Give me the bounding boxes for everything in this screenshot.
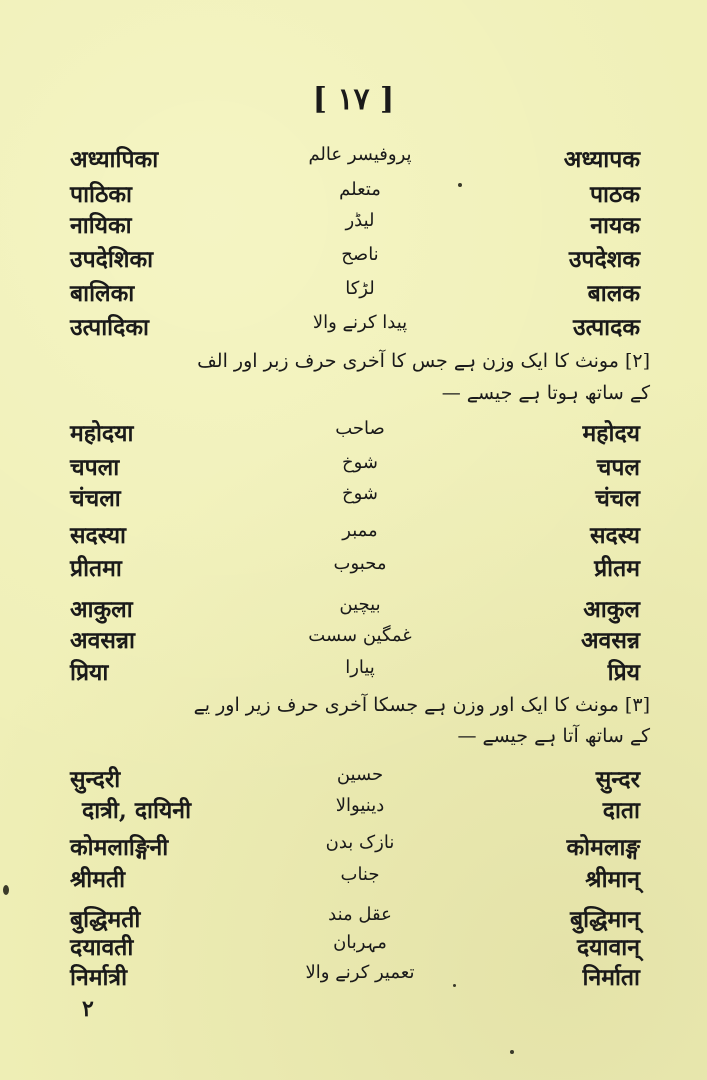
urdu-meaning: حسین [336,764,384,785]
feminine-word: अवसन्ना [70,627,135,654]
urdu-meaning: شوخ [342,483,378,504]
feminine-word: उपदेशिका [70,246,154,273]
word-pair-row [70,276,640,310]
masculine-word: प्रिय [607,659,640,686]
urdu-meaning: نازک بدن [325,832,395,853]
word-pair-row [70,793,640,827]
masculine-word: बुद्धिमान् [570,906,640,933]
feminine-word: चपला [70,454,120,481]
masculine-word: सुन्दर [595,766,640,793]
urdu-meaning: لڑکا [345,278,375,299]
masculine-word: पाठक [589,181,640,208]
urdu-meaning: بیچین [339,594,381,615]
feminine-word: अध्यापिका [70,146,159,173]
masculine-word: आकुल [583,596,640,623]
word-pair-row [70,551,640,585]
feminine-word: प्रीतमा [70,555,122,582]
word-pair-row [70,208,640,242]
masculine-word: प्रीतम [594,555,640,582]
masculine-word: उत्पादक [572,314,640,341]
feminine-word: सुन्दरी [70,766,121,793]
masculine-word: चपल [596,454,640,481]
feminine-word: पाठिका [70,181,132,208]
urdu-meaning: محبوب [333,553,387,574]
urdu-meaning: دینیوالا [335,795,385,816]
word-pair-row [70,242,640,276]
urdu-meaning: پروفیسر عالم [308,144,412,165]
feminine-word: उत्पादिका [70,314,149,341]
masculine-word: कोमलाङ्ग [566,834,640,861]
word-pair-row [70,623,640,657]
word-pair-row [70,310,640,344]
urdu-meaning: مہربان [333,932,387,953]
word-pair-row [70,177,640,211]
urdu-meaning: صاحب [335,418,385,439]
masculine-word: अवसन्न [580,627,640,654]
masculine-word: महोदय [582,420,640,447]
word-pair-row [70,481,640,515]
urdu-meaning: متعلم [339,179,381,200]
feminine-word: महोदया [70,420,134,447]
masculine-word: दयावान् [576,934,640,961]
urdu-meaning: عقل مند [328,904,392,925]
masculine-word: चंचल [595,485,640,512]
urdu-meaning: غمگین سست [308,625,412,646]
feminine-word: बुद्धिमती [70,906,141,933]
masculine-word: निर्माता [582,964,640,991]
urdu-meaning: پیارا [345,657,375,678]
masculine-word: नायक [590,212,640,239]
word-pair-row [70,830,640,864]
feminine-word: कोमलाङ्गिनी [70,834,169,861]
feminine-word: बालिका [70,280,135,307]
urdu-meaning: لیڈر [345,210,375,231]
word-pair-row [70,655,640,689]
word-pair-row [70,762,640,796]
urdu-meaning: جناب [340,864,380,885]
feminine-word: सदस्या [70,522,127,549]
masculine-word: दाता [602,797,640,824]
feminine-word: दयावती [70,934,134,961]
rule-text: [۲] مونث کا ایک وزن ہے جس کا آخری حرف زبر اور الف [197,350,650,372]
word-pair-row [70,930,640,964]
masculine-word: अध्यापक [563,146,640,173]
ink-speck [3,885,9,895]
urdu-meaning: ممبر [342,520,378,541]
masculine-word: श्रीमान् [585,866,640,893]
ink-speck [510,1050,514,1054]
feminine-word: दात्री, दायिनी [82,797,192,824]
urdu-meaning: ناصح [341,244,379,265]
rule-text: کے ساتھ آتا ہے جیسے — [457,725,650,747]
word-pair-row [70,960,640,994]
feminine-word: नायिका [70,212,132,239]
feminine-word: निर्मात्री [70,964,128,991]
feminine-word: प्रिया [70,659,109,686]
rule-text: کے ساتھ ہوتا ہے جیسے — [441,382,650,404]
masculine-word: उपदेशक [568,246,640,273]
masculine-word: सदस्य [589,522,640,549]
ink-speck [458,183,462,187]
word-pair-row [70,862,640,896]
rule-text: [۳] مونث کا ایک اور وزن ہے جسکا آخری حرف زیر اور یے [193,694,650,716]
page-number: [ ۱۷ ] [312,82,395,117]
masculine-word: बालक [587,280,640,307]
footer-page-number: ۲ [82,996,94,1022]
word-pair-row [70,518,640,552]
word-pair-row [70,450,640,484]
urdu-meaning: پیدا کرنے والا [312,312,408,333]
word-pair-row [70,142,640,176]
feminine-word: आकुला [70,596,133,623]
ink-speck [453,984,456,987]
feminine-word: चंचला [70,485,121,512]
urdu-meaning: تعمیر کرنے والا [305,962,415,983]
word-pair-row [70,416,640,450]
word-pair-row [70,592,640,626]
urdu-meaning: شوخ [342,452,378,473]
feminine-word: श्रीमती [70,866,126,893]
